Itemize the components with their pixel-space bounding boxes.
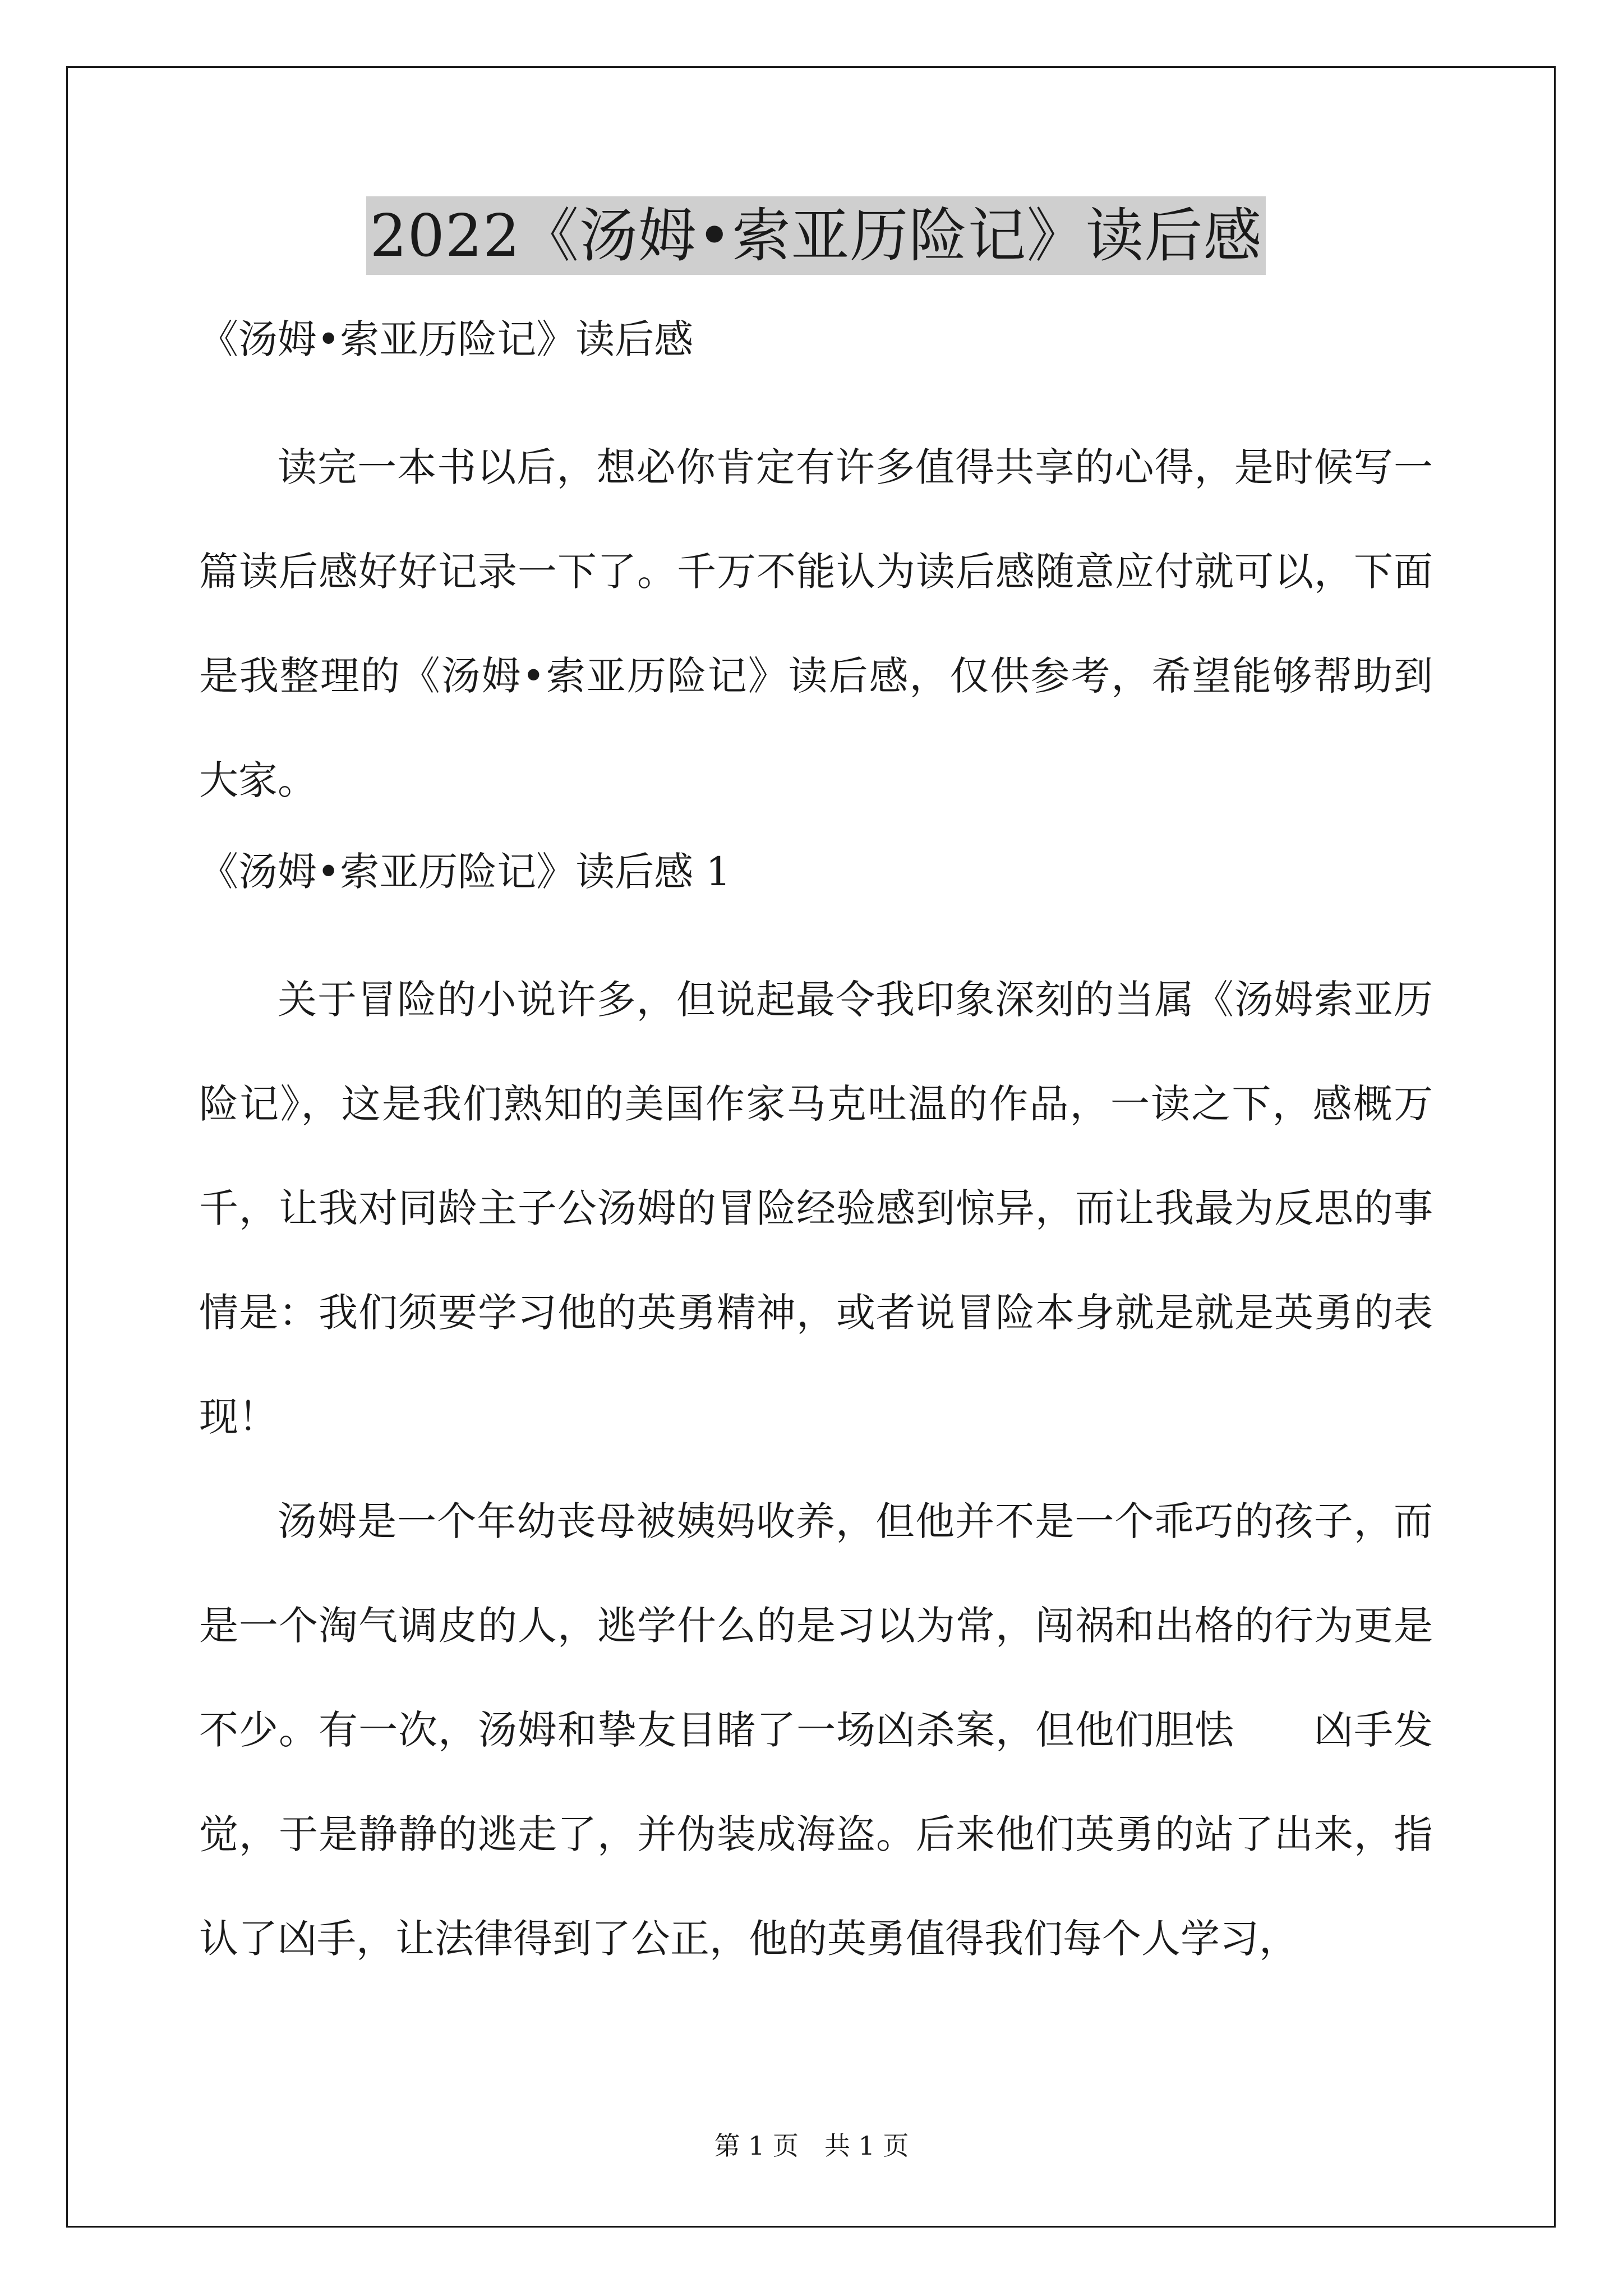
body-paragraph-2: 汤姆是一个年幼丧母被姨妈收养，但他并不是一个乖巧的孩子，而是一个淘气调皮的人，逃学什么的是习以为常，闯祸和出格的行为更是不少。有一次，汤姆和挚友目睹了一场凶杀案，但他们胆怯 凶手发觉，于是静静的逃走了，并伪装成海盗。后来他们英勇的站了出来，指认了凶手，让法律得到了公正，他的英勇值得我们每个人学习，	[199, 1498, 1433, 1962]
title-container	[199, 196, 1433, 275]
intro-paragraph: 读完一本书以后，想必你肯定有许多值得共享的心得，是时候写一篇读后感好好记录一下了。千万不能认为读后感随意应付就可以，下面是我整理的《汤姆•索亚历险记》读后感，仅供参考，希望能够帮助到大家。	[199, 444, 1433, 803]
document-title: 2022《汤姆•索亚历险记》读后感	[366, 196, 1265, 275]
document-subtitle: 《汤姆•索亚历险记》读后感	[199, 316, 694, 362]
page-footer: 第 1 页 共 1 页	[714, 2131, 909, 2161]
document-body	[199, 196, 1433, 1991]
body-paragraph-1: 关于冒险的小说许多，但说起最令我印象深刻的当属《汤姆索亚历险记》，这是我们熟知的美国作家马克吐温的作品，一读之下，感概万千，让我对同龄主子公汤姆的冒险经验感到惊异，而让我最为反思的事情是：我们须要学习他的英勇精神，或者说冒险本身就是就是英勇的表现！	[199, 977, 1433, 1440]
section-heading: 《汤姆•索亚历险记》读后感 1	[199, 849, 731, 895]
